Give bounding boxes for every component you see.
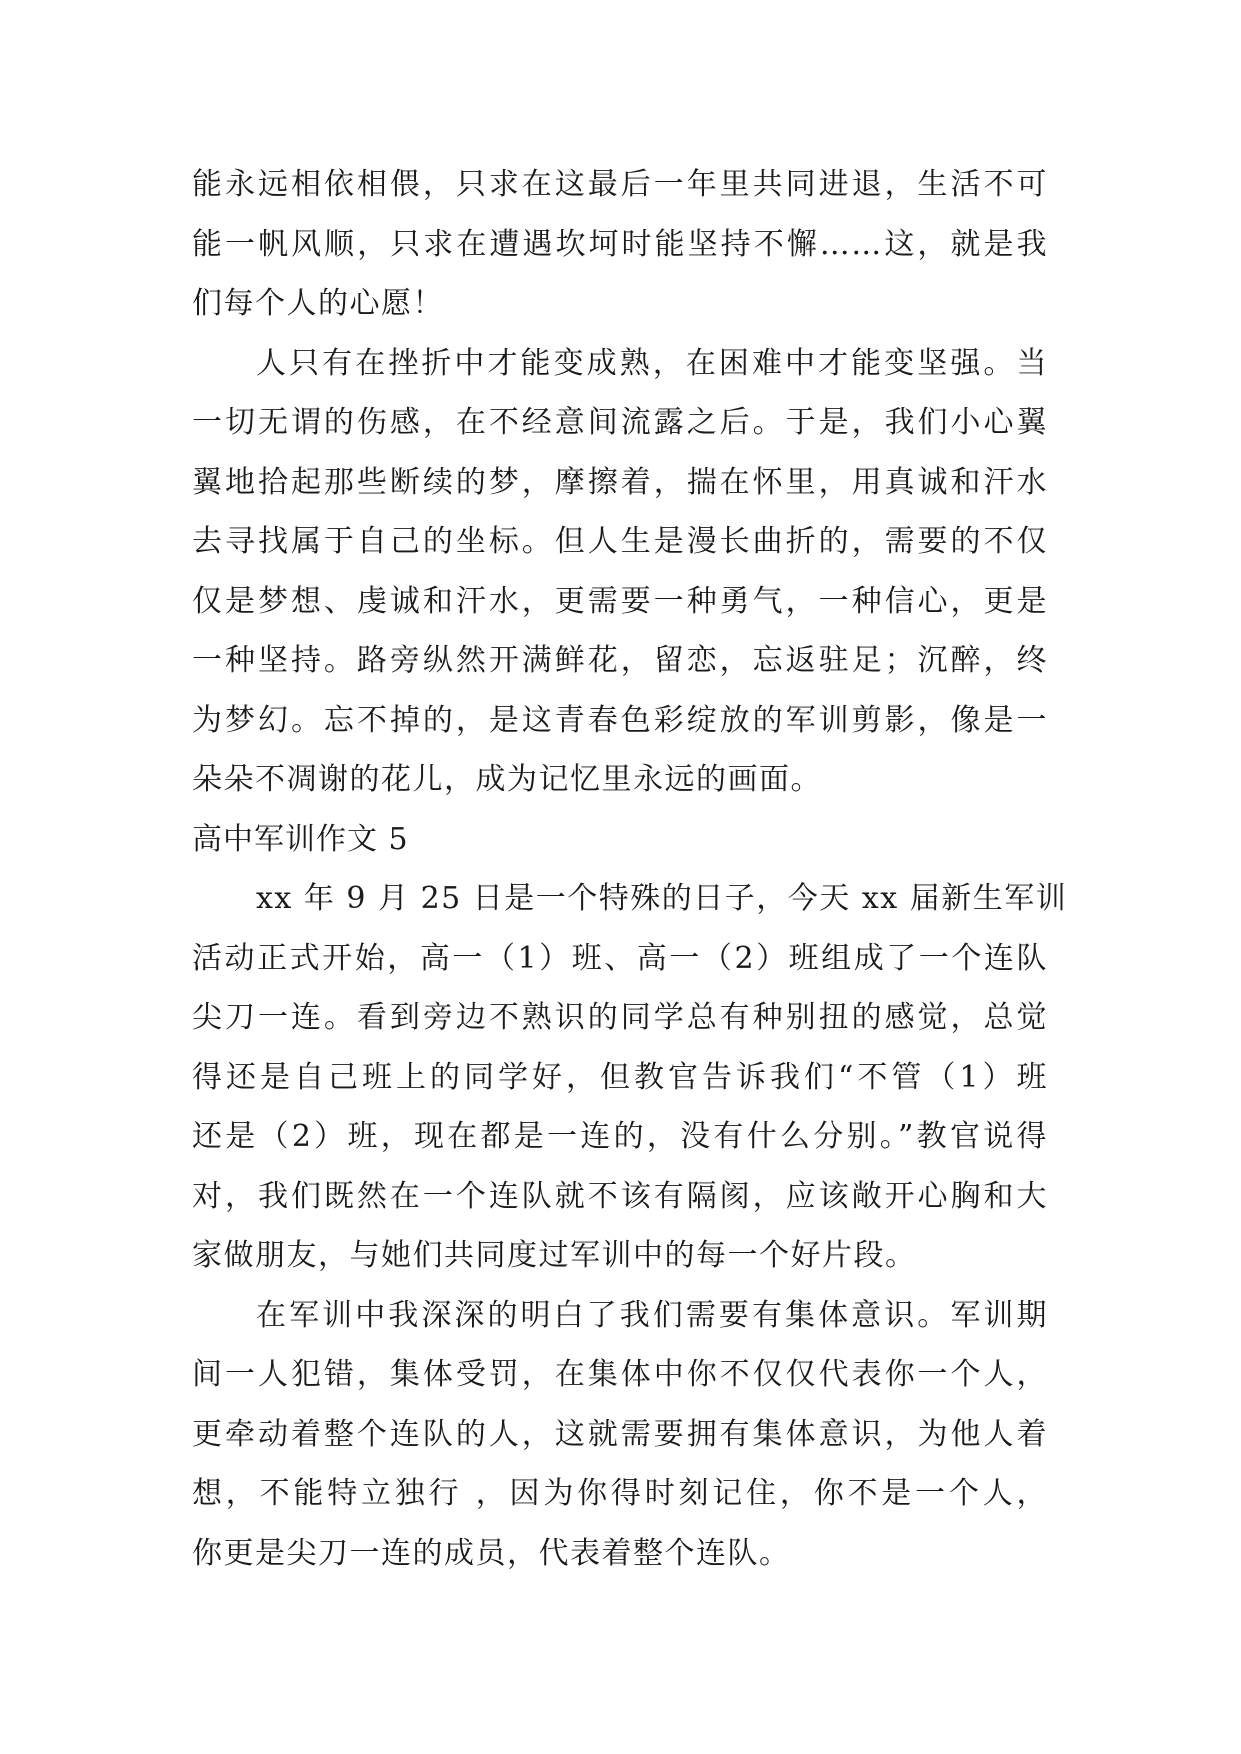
document-page	[192, 155, 1068, 1583]
paragraph-first-day	[192, 869, 1068, 1286]
text-line: 能一帆风顺，只求在遭遇坎坷时能坚持不懈……这，就是我	[192, 226, 1048, 262]
text-line: 更牵动着整个连队的人，这就需要拥有集体意识，为他人着	[192, 1416, 1048, 1452]
paragraph-setback	[192, 334, 1048, 810]
paragraph-continued	[192, 155, 1048, 334]
text-line: 在军训中我深深的明白了我们需要有集体意识。军训期	[256, 1297, 1048, 1333]
text-line: 得还是自己班上的同学好，但教官告诉我们“不管（1）班	[192, 1059, 1048, 1095]
text-line: 们每个人的心愿！	[192, 286, 444, 321]
text-line: 翼地拾起那些断续的梦，摩擦着，揣在怀里，用真诚和汗水	[192, 464, 1048, 500]
text-line: 朵朵不凋谢的花儿，成为记忆里永远的画面。	[192, 762, 822, 797]
text-line: 为梦幻。忘不掉的，是这青春色彩绽放的军训剪影，像是一	[192, 702, 1048, 738]
text-line: 你更是尖刀一连的成员，代表着整个连队。	[192, 1535, 791, 1571]
text-line: xx 年 9 月 25 日是一个特殊的日子，今天 xx 届新生军训	[256, 881, 1068, 916]
text-line: 人只有在挫折中才能变成熟，在困难中才能变坚强。当	[256, 345, 1048, 381]
text-line: 活动正式开始，高一（1）班、高一（2）班组成了一个连队	[192, 940, 1048, 976]
section-heading: 高中军训作文 5	[192, 821, 409, 857]
text-line: 对，我们既然在一个连队就不该有隔阂，应该敞开心胸和大	[192, 1178, 1048, 1214]
text-line: 一切无谓的伤感，在不经意间流露之后。于是，我们小心翼	[192, 405, 1048, 440]
text-line: 去寻找属于自己的坐标。但人生是漫长曲折的，需要的不仅	[192, 524, 1048, 559]
text-line: 想，不能特立独行 ，因为你得时刻记住，你不是一个人，	[192, 1476, 1048, 1511]
text-line: 还是（2）班，现在都是一连的，没有什么分别。”教官说得	[192, 1119, 1048, 1154]
text-line: 尖刀一连。看到旁边不熟识的同学总有种别扭的感觉，总觉	[192, 1000, 1048, 1035]
text-line: 能永远相依相偎，只求在这最后一年里共同进退，生活不可	[192, 167, 1048, 202]
text-line: 间一人犯错，集体受罚，在集体中你不仅仅代表你一个人，	[192, 1357, 1048, 1392]
paragraph-collective	[192, 1286, 1048, 1584]
text-line: 仅是梦想、虔诚和汗水，更需要一种勇气，一种信心，更是	[192, 583, 1048, 619]
text-line: 一种坚持。路旁纵然开满鲜花，留恋，忘返驻足；沉醉，终	[192, 643, 1048, 678]
text-line: 家做朋友，与她们共同度过军训中的每一个好片段。	[192, 1238, 917, 1273]
